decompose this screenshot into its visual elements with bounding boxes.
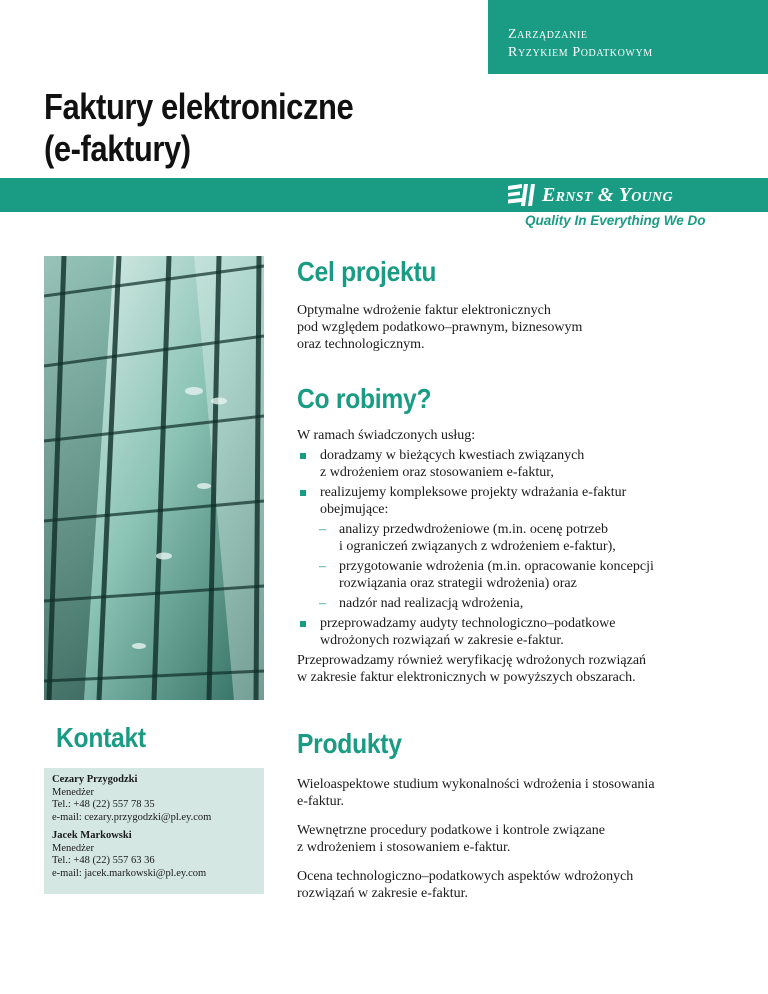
cel-line-2: pod względem podatkowo–prawnym, biznesowym [297, 320, 583, 335]
service-item-line: wdrożonych rozwiązań w zakresie e-faktur. [320, 633, 564, 648]
product-item-line: Wieloaspektowe studium wykonalności wdrożenia i stosowania [297, 777, 655, 792]
service-subitem-line: rozwiązania oraz strategii wdrożenia) oraz [339, 576, 577, 591]
contact-card [52, 830, 256, 880]
product-item [297, 822, 737, 856]
glass-facade-image [44, 256, 264, 700]
service-item [297, 484, 727, 518]
product-item [297, 868, 737, 902]
contact-email[interactable]: e-mail: jacek.markowski@pl.ey.com [52, 867, 207, 879]
contact-role: Menedżer [52, 842, 94, 854]
service-subitem-line: – nadzór nad realizacją wdrożenia, [339, 596, 524, 611]
co-robimy-content [297, 427, 727, 686]
services-list [297, 447, 727, 518]
services-list-continued [297, 615, 727, 649]
co-robimy-intro: W ramach świadczonych usług: [297, 428, 476, 443]
service-subitem [297, 521, 727, 555]
outro-line: Przeprowadzamy również weryfikację wdrożonych rozwiązań [297, 653, 647, 668]
contact-phone: Tel.: +48 (22) 557 78 35 [52, 799, 155, 810]
contact-card [52, 774, 256, 824]
service-subitem-line: – przygotowanie wdrożenia (m.in. opracowanie koncepcji [339, 559, 654, 574]
title-line-2: (e-faktury) [44, 128, 191, 169]
cel-line-3: oraz technologicznym. [297, 337, 425, 352]
category-line-1: Zarządzanie [508, 27, 588, 42]
category-line-2: Ryzykiem Podatkowym [508, 45, 653, 60]
service-item [297, 615, 727, 649]
service-item [297, 447, 727, 481]
building-photo [44, 256, 264, 700]
products-list [297, 776, 737, 914]
service-subitem-line: i ograniczeń związanych z wdrożeniem e-faktur), [339, 539, 616, 554]
contact-role: Menedżer [52, 786, 94, 798]
ey-logo [508, 183, 673, 207]
contact-phone: Tel.: +48 (22) 557 63 36 [52, 855, 155, 866]
category-tag [488, 0, 768, 74]
section-heading-co-robimy: Co robimy? [297, 383, 432, 414]
cel-line-1: Optymalne wdrożenie faktur elektronicznych [297, 303, 551, 318]
services-sublist [297, 521, 727, 612]
product-item-line: z wdrożeniem i stosowaniem e-faktur. [297, 840, 511, 855]
page-title [44, 86, 422, 170]
product-item-line: Ocena technologiczno–podatkowych aspektów wdrożonych [297, 869, 634, 884]
product-item-line: Wewnętrzne procedury podatkowe i kontrole związane [297, 823, 605, 838]
service-item-line: z wdrożeniem oraz stosowaniem e-faktur, [320, 465, 554, 480]
cel-projektu-text [297, 302, 717, 353]
title-line-1: Faktury elektroniczne [44, 86, 354, 127]
service-item-line: obejmujące: [320, 502, 389, 517]
co-robimy-outro [297, 652, 727, 686]
section-heading-produkty: Produkty [297, 728, 402, 759]
service-item-line: przeprowadzamy audyty technologiczno–podatkowe [320, 616, 616, 631]
section-heading-kontakt: Kontakt [56, 722, 146, 753]
service-subitem [297, 595, 727, 612]
ey-brand-name: Ernst & Young [542, 183, 673, 206]
product-item [297, 776, 737, 810]
contact-name: Cezary Przygodzki [52, 774, 138, 785]
ey-logo-mark-icon [508, 184, 536, 206]
service-subitem [297, 558, 727, 592]
ey-tagline: Quality In Everything We Do [525, 213, 706, 228]
service-item-line: doradzamy w bieżących kwestiach związanych [320, 448, 585, 463]
outro-line: w zakresie faktur elektronicznych w powyższych obszarach. [297, 670, 636, 685]
product-item-line: e-faktur. [297, 794, 345, 809]
contact-email[interactable]: e-mail: cezary.przygodzki@pl.ey.com [52, 811, 212, 823]
section-heading-cel-projektu: Cel projektu [297, 256, 437, 287]
product-item-line: rozwiązań w zakresie e-faktur. [297, 886, 469, 901]
contact-box [44, 768, 264, 894]
contact-name: Jacek Markowski [52, 830, 132, 841]
service-subitem-line: – analizy przedwdrożeniowe (m.in. ocenę potrzeb [339, 522, 608, 537]
service-item-line: realizujemy kompleksowe projekty wdrażania e-faktur [320, 485, 627, 500]
